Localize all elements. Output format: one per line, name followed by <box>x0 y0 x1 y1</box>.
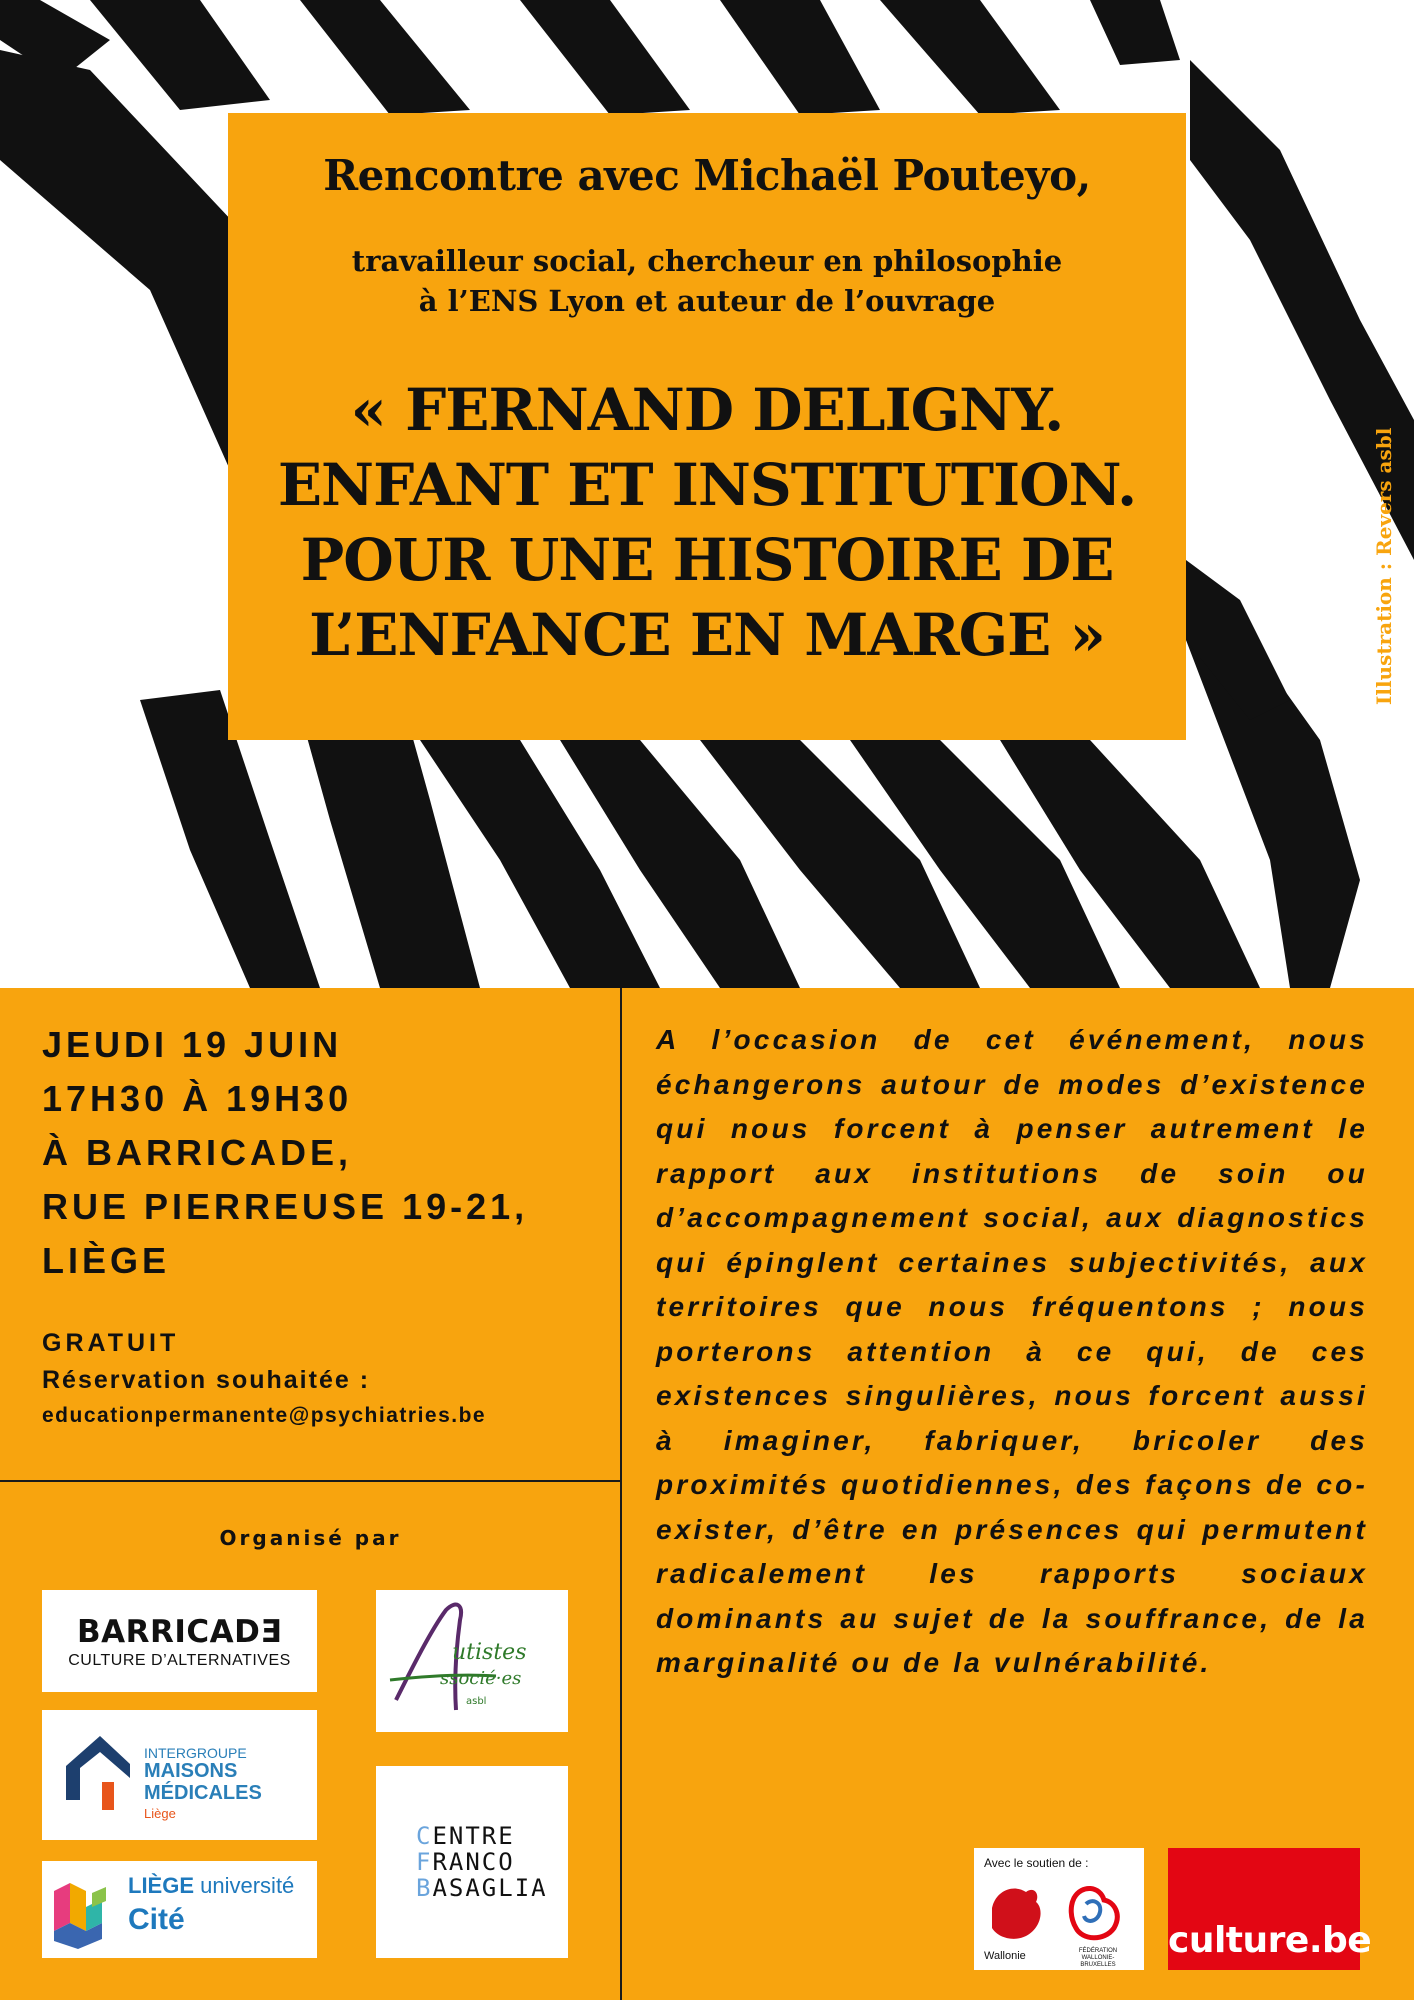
reservation-email[interactable]: educationpermanente@psychiatries.be <box>42 1404 487 1427</box>
book-title-line: POUR UNE HISTOIRE DE <box>300 526 1114 595</box>
vertical-divider <box>620 988 622 2000</box>
event-time: 17H30 À 19H30 <box>42 1078 353 1119</box>
event-date: JEUDI 19 JUIN <box>42 1024 343 1065</box>
autistes-line3: asbl <box>466 1696 487 1707</box>
liege-cube-icon <box>42 1861 122 1958</box>
book-title-line: « FERNAND DELIGNY. <box>350 376 1064 445</box>
event-venue: À BARRICADE, <box>42 1132 353 1173</box>
liege-universite-logo <box>42 1861 317 1958</box>
universite-word: université <box>200 1873 295 1898</box>
maisons-line3: MÉDICALES <box>144 1782 262 1804</box>
basaglia-line2: FRANCO <box>416 1848 515 1876</box>
illustration-credit: Illustration : Revers asbl <box>1372 427 1396 705</box>
reservation-info <box>42 1326 612 1432</box>
book-title-line: ENFANT ET INSTITUTION. <box>277 451 1137 520</box>
speaker-description-line: à l’ENS Lyon et auteur de l’ouvrage <box>418 284 996 319</box>
maisons-line2: MAISONS <box>144 1760 238 1782</box>
maisons-name <box>144 1760 262 1804</box>
barricade-name: BARRICADƎ <box>76 1614 283 1650</box>
speaker-intro: Rencontre avec Michaël Pouteyo, <box>323 151 1091 200</box>
house-icon <box>42 1710 142 1840</box>
maisons-city: Liège <box>144 1806 176 1821</box>
autistes-line2: ssocié·es <box>440 1668 522 1689</box>
event-street: RUE PIERREUSE 19-21, <box>42 1186 529 1227</box>
liege-word: LIÈGE <box>128 1873 195 1898</box>
event-city: LIÈGE <box>42 1240 171 1281</box>
support-logos <box>974 1848 1144 1970</box>
maisons-line1: INTERGROUPE <box>144 1745 247 1761</box>
speaker-description-line: travailleur social, chercheur en philosophie <box>351 244 1063 279</box>
support-label: Avec le soutien de : <box>984 1856 1089 1870</box>
book-title <box>228 373 1186 673</box>
barricade-tagline: CULTURE D’ALTERNATIVES <box>68 1652 291 1669</box>
liege-universite-text <box>128 1873 294 1899</box>
barricade-logo <box>42 1590 317 1692</box>
info-section <box>0 988 1414 2000</box>
reservation-label: Réservation souhaitée : <box>42 1366 371 1394</box>
title-box <box>228 113 1186 740</box>
maisons-medicales-logo <box>42 1710 317 1840</box>
event-details <box>42 1018 612 1288</box>
federation-label: FÉDÉRATION WALLONIE-BRUXELLES <box>1078 1948 1118 1968</box>
liege-cite: Cité <box>128 1903 185 1936</box>
autistes-associes-logo <box>376 1590 568 1732</box>
price-label: GRATUIT <box>42 1329 180 1357</box>
basaglia-line3: BASAGLIA <box>416 1874 548 1902</box>
event-description: A l’occasion de cet événement, nous échangerons autour de modes d’existence qui nous forcent à penser autrement le rapport aux institutions de soin ou d’accompagnement social, aux diagnostics qui épinglent certaines subjectivités, aux territoires que nous fréquentons ; nous porterons attention à ce qui, de ces existences singulières, nous forcent aussi à imaginer, fabriquer, bricoler des proximités quotidiennes, des façons de co-exister, d’être en présences qui permutent radicalement les rapports sociaux dominants au sujet de la souffrance, de la marginalité ou de la vulnérabilité. <box>656 1024 1368 1678</box>
autistes-line1: utistes <box>452 1640 527 1665</box>
book-title-line: L’ENFANCE EN MARGE » <box>309 601 1105 670</box>
centre-franco-basaglia-logo <box>376 1766 568 1958</box>
basaglia-line1: CENTRE <box>416 1822 515 1850</box>
culture-be-logo <box>1168 1848 1372 1970</box>
organisers-label: Organisé par <box>219 1526 402 1550</box>
speaker-description <box>228 241 1186 321</box>
culture-be-text: culture.be <box>1168 1920 1372 1961</box>
horizontal-divider <box>0 1480 621 1482</box>
wallonie-label: Wallonie <box>984 1950 1026 1962</box>
